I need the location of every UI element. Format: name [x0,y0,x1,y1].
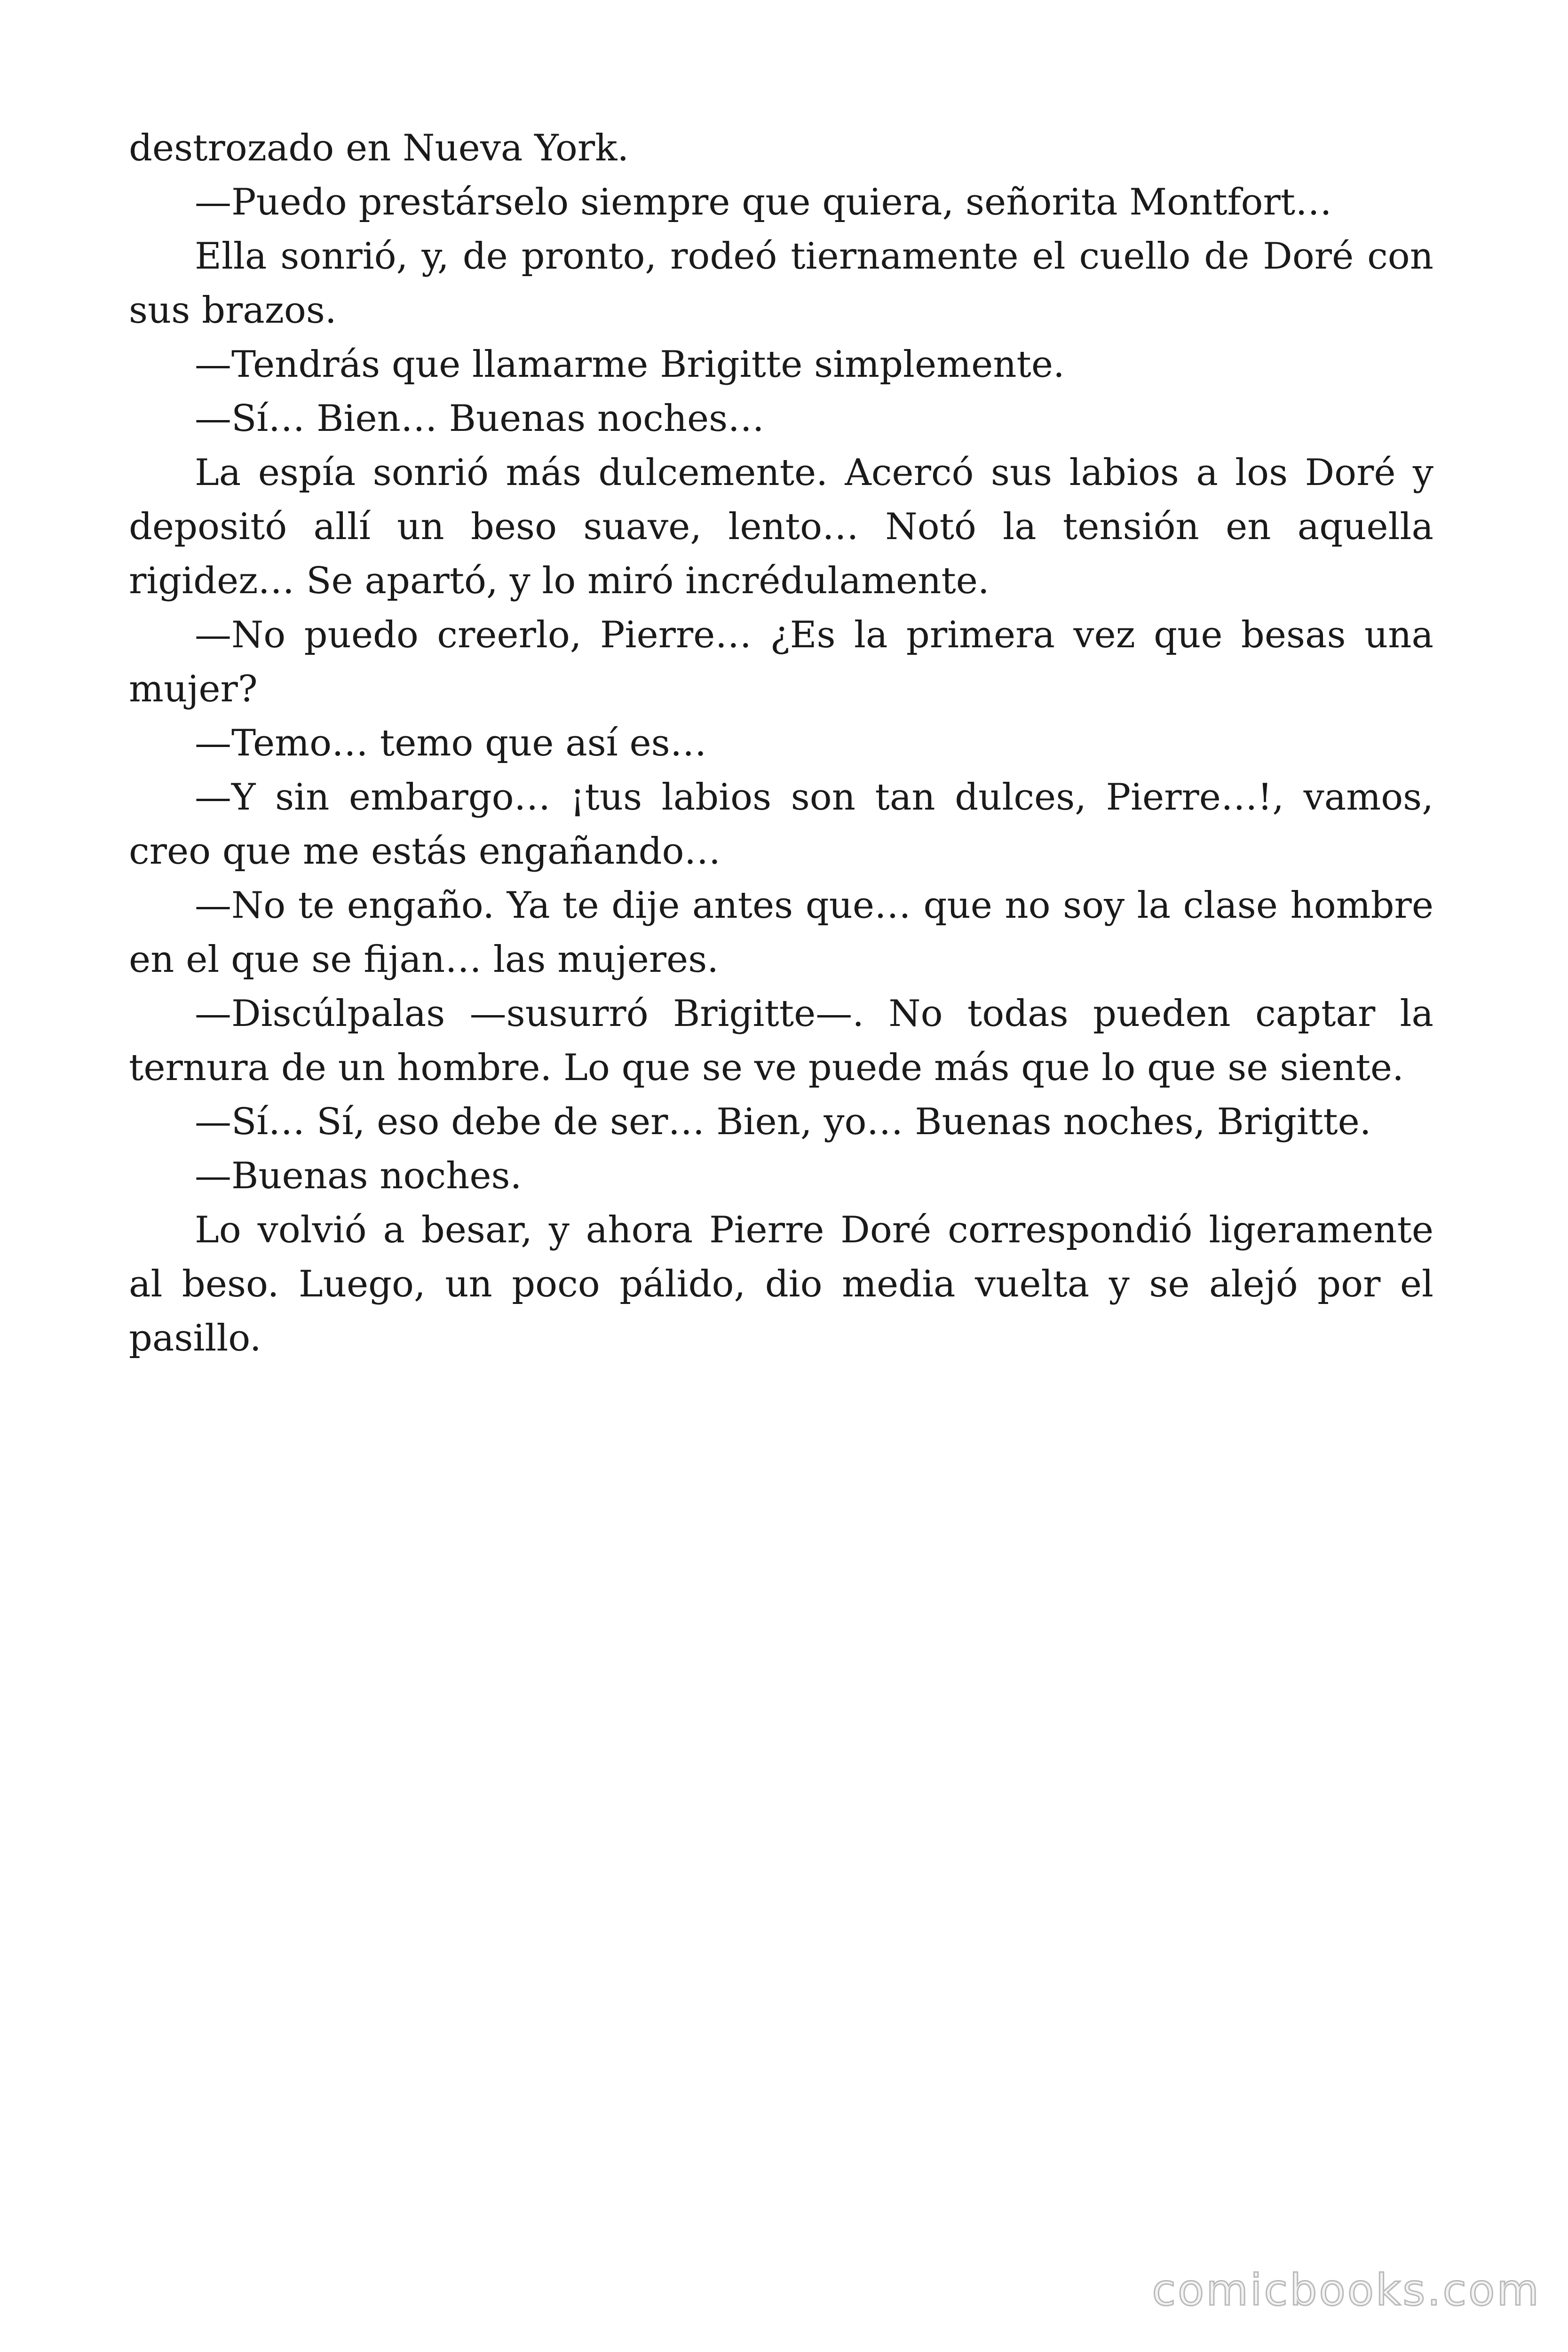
body-text [129,121,1433,1366]
paragraph: —Puedo prestárselo siempre que quiera, señorita Montfort… [195,181,1332,223]
paragraph: —Y sin embargo… ¡tus labios son tan dulces, Pierre…!, vamos, creo que me estás engañando… [129,776,1433,873]
paragraph: Ella sonrió, y, de pronto, rodeó tiernamente el cuello de Doré con sus brazos. [129,235,1433,332]
paragraph: destrozado en Nueva York. [129,127,629,169]
paragraph: —Sí… Sí, eso debe de ser… Bien, yo… Buenas noches, Brigitte. [195,1101,1371,1143]
paragraph: La espía sonrió más dulcemente. Acercó sus labios a los Doré y depositó allí un beso suave, lento… Notó la tensión en aquella rigidez… Se apartó, y lo miró incrédulamente. [129,452,1433,602]
paragraph: —Sí… Bien… Buenas noches… [195,397,765,440]
paragraph: —Buenas noches. [195,1155,522,1197]
paragraph: —Temo… temo que así es… [195,722,707,764]
watermark: comicbooks.com [1152,2265,1541,2315]
paragraph: —Discúlpalas —susurró Brigitte—. No todas pueden captar la ternura de un hombre. Lo que se ve puede más que lo que se siente. [129,993,1433,1089]
paragraph: —No puedo creerlo, Pierre… ¿Es la primera vez que besas una mujer? [129,614,1433,710]
paragraph: Lo volvió a besar, y ahora Pierre Doré correspondió ligeramente al beso. Luego, un poco pálido, dio media vuelta y se alejó por el pasillo. [129,1209,1433,1359]
paragraph: —No te engaño. Ya te dije antes que… que no soy la clase hombre en el que se fijan… las mujeres. [129,884,1433,981]
paragraph: —Tendrás que llamarme Brigitte simplemente. [195,343,1065,386]
